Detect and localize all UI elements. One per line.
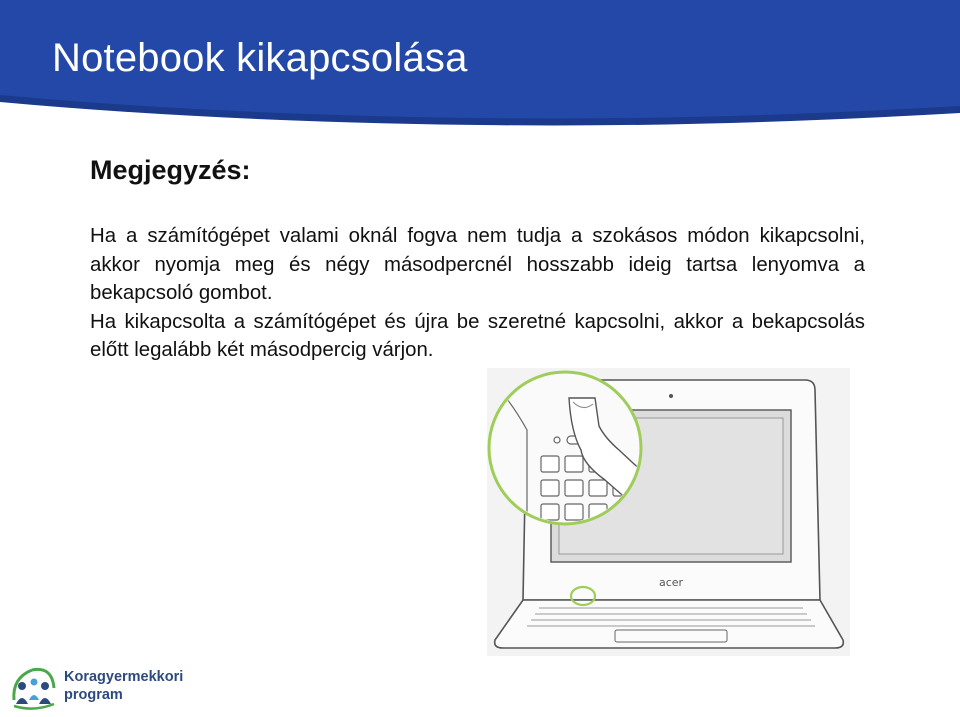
- laptop-brand-label: acer: [658, 576, 684, 589]
- logo-text: [64, 668, 183, 704]
- note-body: [90, 222, 865, 365]
- paragraph-2: Ha kikapcsolta a számítógépet és újra be szeretné kapcsolni, akkor a bekapcsolás előtt legalább két másodpercig várjon.: [90, 310, 865, 361]
- paragraph-1: Ha a számítógépet valami oknál fogva nem tudja a szokásos módon kikapcsolni, akkor nyomja meg és négy másodpercnél hosszabb ideig tartsa lenyomva a bekapcsoló gombot.: [90, 225, 865, 304]
- header-band: [0, 0, 960, 140]
- logo-line-2: program: [64, 687, 123, 703]
- laptop-drawing: [487, 368, 850, 656]
- program-logo: [8, 660, 208, 712]
- laptop-illustration: [487, 368, 850, 656]
- slide-title: Notebook kikapcsolása: [52, 36, 468, 80]
- note-heading: Megjegyzés:: [90, 155, 251, 185]
- people-logo-icon: [8, 660, 60, 712]
- logo-line-1: Koragyermekkori: [64, 669, 184, 685]
